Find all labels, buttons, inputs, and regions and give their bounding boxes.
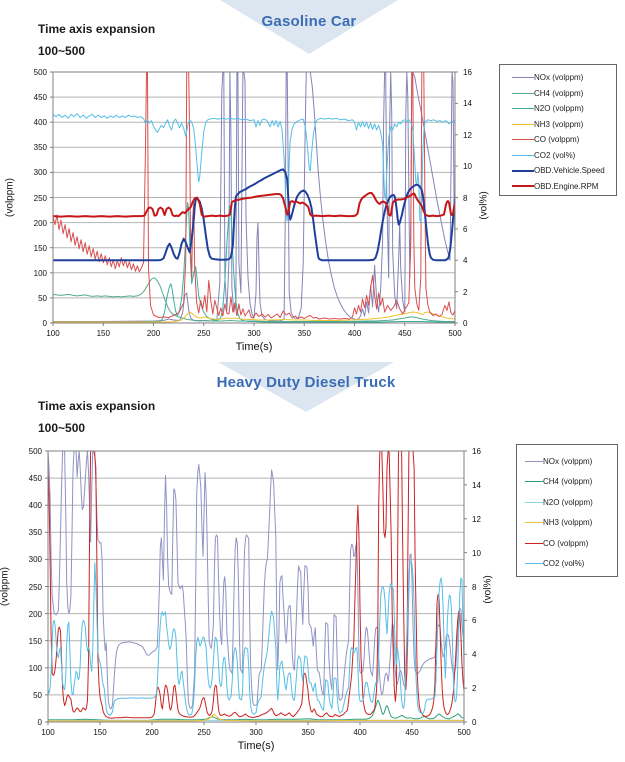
- legend-label: OBD.Vehicle.Speed: [534, 166, 605, 176]
- y-axis-tick-left: 100: [28, 663, 42, 673]
- y-axis-tick-left: 300: [33, 168, 47, 178]
- legend-swatch: [512, 185, 534, 187]
- legend-label: NOx (volppm): [543, 456, 593, 466]
- y-axis-tick-right: 16: [463, 68, 472, 77]
- y-axis-tick-left: 450: [28, 474, 42, 484]
- x-axis-tick: 200: [145, 728, 159, 737]
- legend-item: [525, 554, 617, 575]
- plot-svg-0: [49, 68, 459, 327]
- series-line-CO2: [53, 114, 455, 223]
- y-axis-tick-left: 300: [28, 555, 42, 565]
- legend-swatch: [512, 139, 534, 140]
- y-axis-label-left: (volppm): [0, 567, 11, 606]
- legend-swatch: [525, 461, 543, 462]
- diesel-caption-range: 100~500: [38, 421, 86, 435]
- y-axis-tick-right: 16: [472, 447, 481, 456]
- x-axis-tick: 150: [93, 728, 107, 737]
- y-axis-tick-left: 150: [33, 243, 47, 253]
- legend-swatch: [512, 93, 534, 94]
- legend-label: CO2 (vol%): [543, 559, 585, 569]
- series-group: [48, 451, 464, 721]
- y-axis-tick-right: 12: [463, 130, 472, 140]
- y-axis-tick-right: 6: [472, 616, 477, 626]
- x-axis-label: Time(s): [235, 341, 273, 353]
- legend-swatch: [512, 108, 534, 109]
- y-axis-tick-right: 2: [463, 287, 468, 297]
- x-axis-tick: 100: [41, 728, 55, 737]
- legend-swatch: [525, 543, 543, 544]
- x-axis-tick: 400: [353, 728, 367, 737]
- x-axis-tick: 350: [297, 329, 311, 338]
- legend-label: N2O (volppm): [534, 104, 584, 114]
- x-axis-tick: 300: [247, 329, 261, 338]
- gasoline-caption-range: 100~500: [38, 44, 86, 58]
- y-axis-tick-right: 14: [472, 480, 481, 490]
- y-axis-tick-left: 450: [33, 93, 47, 103]
- legend-label: NH3 (volppm): [543, 518, 593, 528]
- y-axis-label-left: (volppm): [4, 178, 16, 217]
- y-axis-tick-right: 10: [472, 548, 481, 558]
- x-axis-tick: 400: [347, 329, 362, 338]
- y-axis-tick-left: 400: [33, 118, 47, 128]
- y-axis-tick-left: 350: [33, 143, 47, 153]
- x-axis-tick: 300: [249, 728, 263, 737]
- legend-swatch: [512, 170, 534, 172]
- legend-label: CH4 (volppm): [543, 477, 593, 487]
- legend-item: [512, 86, 616, 102]
- x-axis-tick: 450: [398, 329, 412, 338]
- legend-swatch: [512, 124, 534, 125]
- x-axis-tick: 350: [301, 728, 315, 737]
- legend-item: [512, 117, 616, 133]
- y-axis-tick-left: 250: [33, 193, 47, 203]
- y-axis-tick-left: 500: [33, 68, 47, 77]
- y-axis-tick-right: 8: [463, 193, 468, 203]
- legend-item: [512, 148, 616, 164]
- legend-label: CO2 (vol%): [534, 150, 576, 160]
- y-axis-tick-right: 10: [463, 162, 472, 172]
- x-axis-tick: 450: [405, 728, 419, 737]
- y-axis-tick-left: 0: [42, 319, 47, 328]
- y-axis-tick-left: 400: [28, 501, 42, 511]
- y-axis-tick-right: 4: [472, 650, 477, 660]
- legend-label: OBD.Engine.RPM: [534, 181, 599, 191]
- gasoline-banner-label: Gasoline Car: [261, 13, 357, 30]
- diesel-banner-label: Heavy Duty Diesel Truck: [216, 374, 396, 391]
- legend-item: [512, 70, 616, 86]
- legend-swatch: [512, 155, 534, 156]
- legend-item: [512, 101, 616, 117]
- legend-item: [525, 513, 617, 534]
- y-axis-tick-right: 14: [463, 99, 472, 109]
- legend-box: [499, 64, 617, 196]
- legend-label: CH4 (volppm): [534, 88, 584, 98]
- y-axis-tick-left: 500: [28, 447, 42, 456]
- x-axis-tick: 200: [146, 329, 161, 338]
- series-line-CO: [48, 451, 464, 718]
- legend-item: [525, 451, 617, 472]
- legend-label: NOx (volppm): [534, 73, 584, 83]
- diesel-caption-title: Time axis expansion: [38, 399, 156, 413]
- legend-swatch: [525, 481, 543, 482]
- series-line-OBD-Vehicle-Speed: [53, 169, 455, 260]
- x-axis-tick: 150: [96, 329, 110, 338]
- x-axis-tick: 100: [46, 329, 60, 338]
- x-axis-label: Time(s): [237, 740, 275, 752]
- y-axis-tick-right: 6: [463, 224, 468, 234]
- y-axis-tick-left: 50: [33, 690, 42, 700]
- legend-swatch: [525, 502, 543, 503]
- y-axis-tick-right: 2: [472, 684, 477, 694]
- legend-label: NH3 (volppm): [534, 119, 584, 129]
- y-axis-tick-right: 4: [463, 256, 468, 266]
- legend-item: [525, 533, 617, 554]
- legend-item: [512, 179, 616, 195]
- legend-item: [525, 492, 617, 513]
- y-axis-tick-left: 200: [28, 609, 42, 619]
- series-line-CO2: [48, 561, 464, 715]
- y-axis-tick-left: 150: [28, 636, 42, 646]
- y-axis-tick-right: 0: [472, 718, 477, 727]
- legend-label: CO (volppm): [543, 538, 589, 548]
- x-axis-tick: 250: [197, 329, 211, 338]
- legend-item: [512, 163, 616, 179]
- x-axis-tick: 500: [457, 728, 471, 737]
- y-axis-tick-left: 100: [33, 268, 47, 278]
- y-axis-tick-right: 8: [472, 582, 477, 592]
- y-axis-tick-left: 50: [38, 293, 47, 303]
- y-axis-label-right: (vol%): [478, 191, 490, 220]
- legend-swatch: [525, 563, 543, 564]
- legend-swatch: [512, 77, 534, 78]
- legend-label: CO (volppm): [534, 135, 580, 145]
- x-axis-tick: 250: [197, 728, 211, 737]
- y-axis-tick-left: 350: [28, 528, 42, 538]
- legend-box: [516, 444, 618, 577]
- plot-svg-1: [44, 447, 468, 726]
- legend-item: [525, 472, 617, 493]
- y-axis-tick-right: 12: [472, 514, 481, 524]
- y-axis-tick-left: 0: [37, 718, 42, 727]
- y-axis-tick-left: 250: [28, 582, 42, 592]
- legend-label: N2O (volppm): [543, 497, 593, 507]
- y-axis-label-right: (vol%): [482, 575, 494, 604]
- x-axis-tick: 500: [448, 329, 462, 338]
- legend-swatch: [525, 522, 543, 523]
- y-axis-tick-right: 0: [463, 319, 468, 328]
- legend-item: [512, 132, 616, 148]
- y-axis-tick-left: 200: [33, 218, 47, 228]
- gasoline-caption-title: Time axis expansion: [38, 22, 156, 36]
